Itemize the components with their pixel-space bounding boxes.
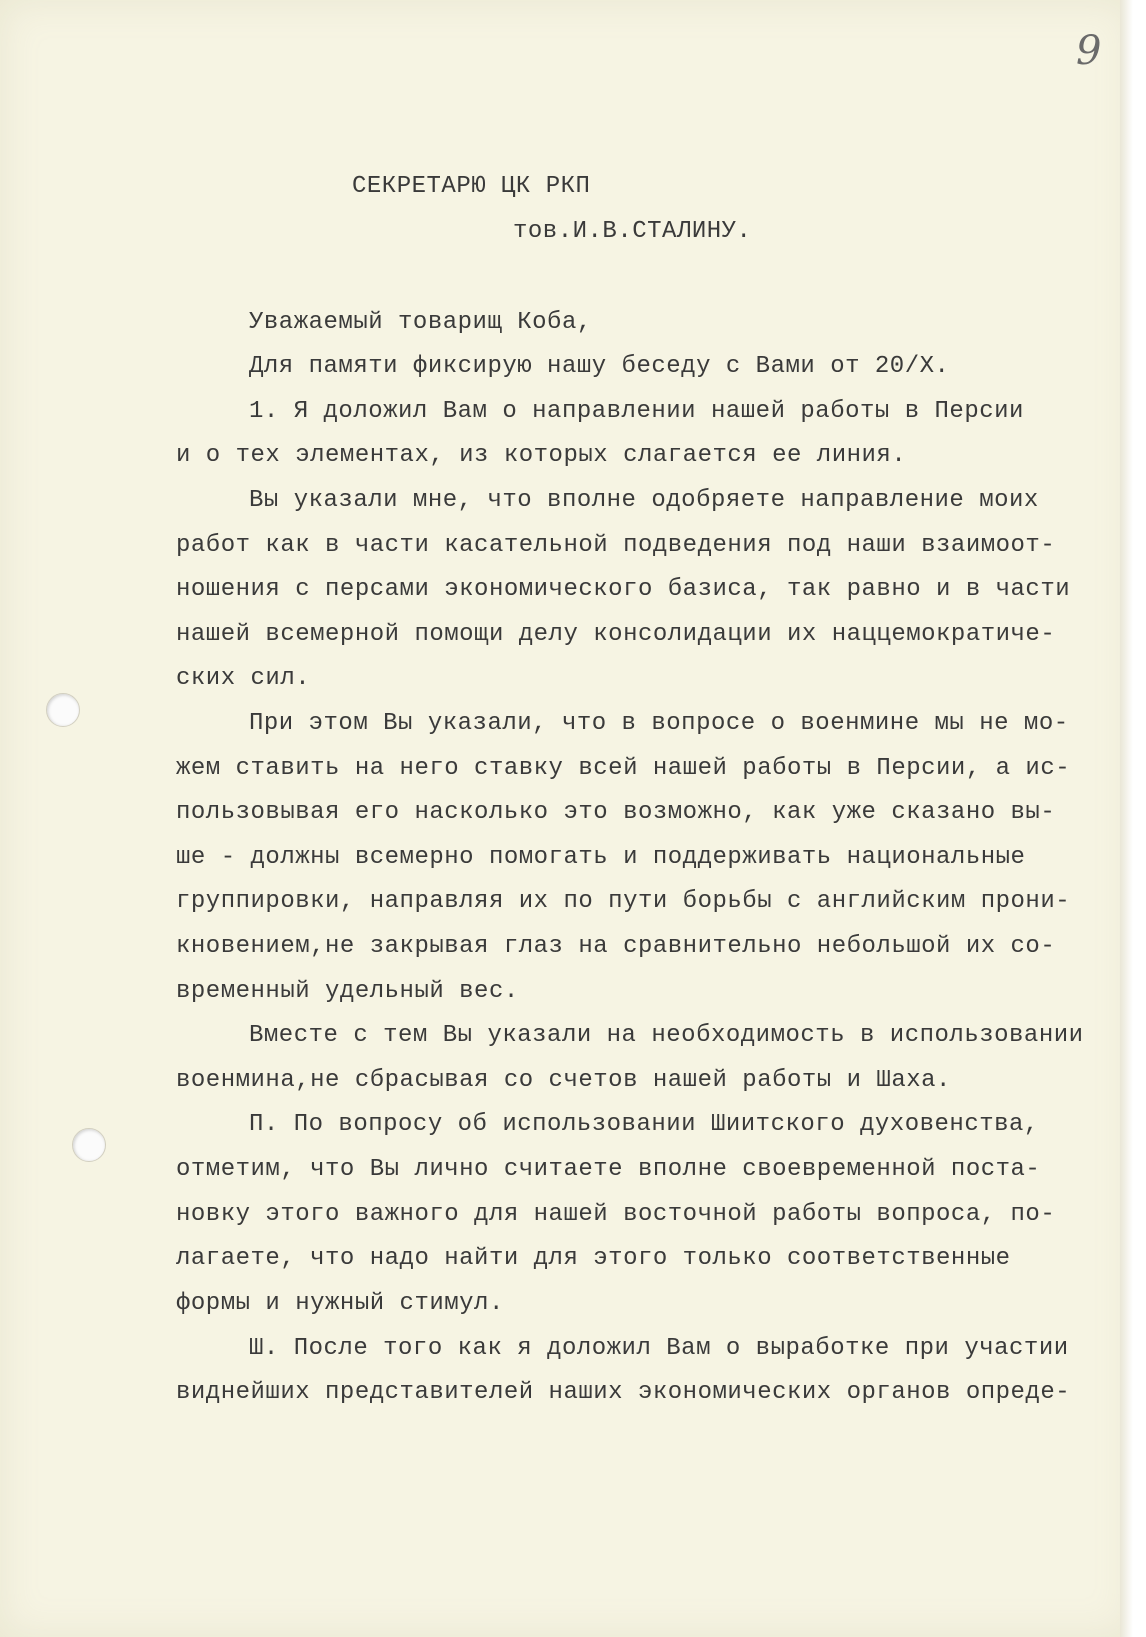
text-line: кновением,не закрывая глаз на сравнительно небольшой их со- (176, 933, 1056, 960)
text-line: П. По вопросу об использовании Шиитского духовенства, (249, 1111, 1039, 1138)
text-line: ше - должны всемерно помогать и поддерживать национальные (176, 844, 1026, 871)
text-line: лагаете, что надо найти для этого только соответственные (176, 1245, 1011, 1272)
text-line: 1. Я доложил Вам о направлении нашей работы в Персии (249, 398, 1024, 425)
text-line: Вы указали мне, что вполне одобряете направление моих (249, 487, 1039, 514)
text-line: работ как в части касательной подведения под наши взаимоот- (176, 532, 1056, 559)
salutation: Уважаемый товарищ Коба, (249, 309, 592, 336)
text-line: военмина,не сбрасывая со счетов нашей работы и Шаха. (176, 1067, 951, 1094)
text-line: новку этого важного для нашей восточной работы вопроса, по- (176, 1201, 1056, 1228)
punch-hole (46, 693, 80, 727)
text-line: виднейших представителей наших экономических органов опреде- (176, 1379, 1071, 1406)
text-line: группировки, направляя их по пути борьбы с английским прони- (176, 888, 1071, 915)
punch-hole (72, 1128, 106, 1162)
text-line: жем ставить на него ставку всей нашей работы в Персии, а ис- (176, 755, 1071, 782)
text-line: ских сил. (176, 665, 311, 692)
text-line: и о тех элементах, из которых слагается ее линия. (176, 442, 907, 469)
text-line: ношения с персами экономического базиса, так равно и в части (176, 576, 1071, 603)
text-line: нашей всемерной помощи делу консолидации их наццемократиче- (176, 621, 1056, 648)
text-line: отметим, что Вы лично считаете вполне своевременной поста- (176, 1156, 1041, 1183)
text-line: Для памяти фиксирую нашу беседу с Вами от 20/Х. (249, 353, 950, 380)
addressee-name: тов.И.В.СТАЛИНУ. (513, 218, 752, 245)
text-line: При этом Вы указали, что в вопросе о военмине мы не мо- (249, 710, 1069, 737)
text-line: пользовывая его насколько это возможно, как уже сказано вы- (176, 799, 1056, 826)
text-line: формы и нужный стимул. (176, 1290, 504, 1317)
text-line: временный удельный вес. (176, 978, 519, 1005)
text-line: Ш. После того как я доложил Вам о выработке при участии (249, 1335, 1069, 1362)
addressee-title: СЕКРЕТАРЮ ЦК РКП (352, 173, 591, 200)
page-number: 9 (1076, 28, 1102, 74)
text-line: Вместе с тем Вы указали на необходимость в использовании (249, 1022, 1084, 1049)
page-edge (1120, 0, 1133, 1637)
